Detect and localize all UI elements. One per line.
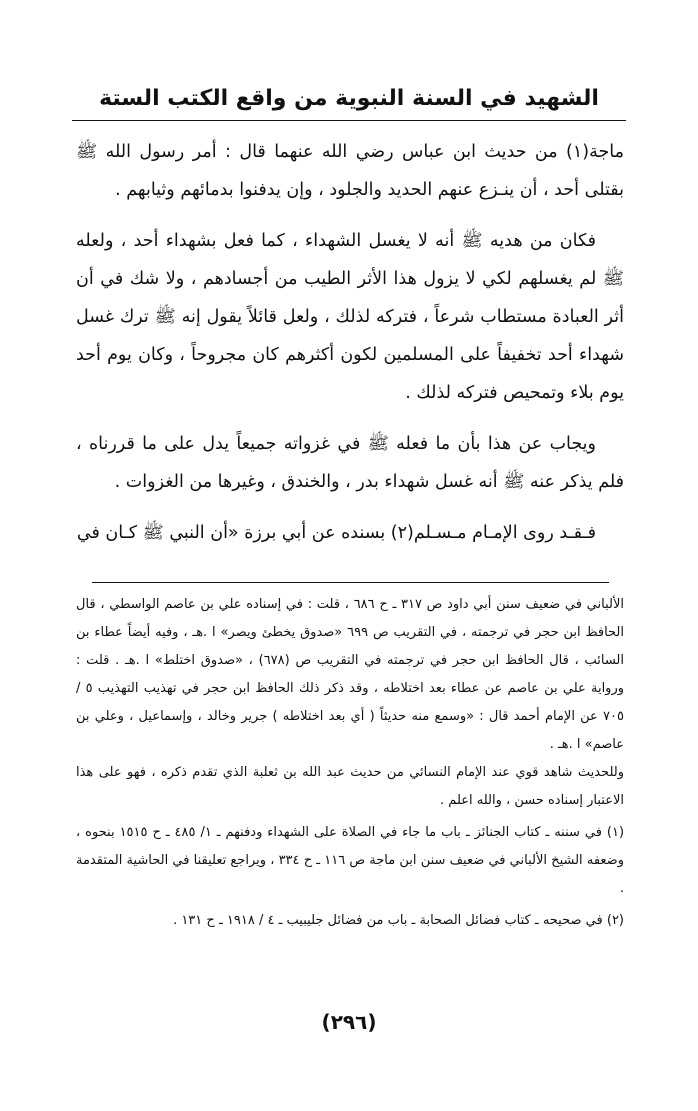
footnote-1: (١) في سننه ـ كتاب الجنائز ـ باب ما جاء في الصلاة على الشهداء ودفنهم ـ ١/ ٤٨٥ ـ ح ١٥١٥ بنحوه ، وضعفه الشيخ الألباني في ضعيف سنن ابن ماجة ص ١١٦ ـ ح ٣٣٤ ، ويراجع تعليقنا في الحاشية المتقدمة . [76, 825, 625, 896]
main-text [76, 133, 624, 565]
body-paragraph: ماجة(١) من حديث ابن عباس رضي الله عنهما قال : أمر رسول الله ﷺ بقتلى أحد ، أن ينـزع عنهم الحديد والجلود ، وإن يدفنوا بدمائهم وثيابهم . [76, 142, 624, 200]
footnote-continuation: وللحديث شاهد قوي عند الإمام النسائي من حديث عبد الله بن ثعلبة الذي تقدم ذكره ، فهو على هذا الاعتبار إسناده حسن ، والله اعلم . [76, 765, 624, 808]
footnote-continuation: الألباني في ضعيف سنن أبي داود ص ٣١٧ ـ ح ٦٨٦ ، قلت : في إسناده علي بن عاصم الواسطي ، قال الحافظ ابن حجر في ترجمته ، في التقريب ص ٦٩٩ «صدوق يخطئ ويصر» ا .هـ ، وفيه أيضاً عطاء بن السائب ، قال الحافظ ابن حجر في ترجمته في التقريب ص (٦٧٨) ، «صدوق اختلط» ا .هـ . قلت : ورواية علي بن عاصم عن عطاء بعد اختلاطه ، وقد ذكر ذلك الحافظ ابن حجر في تهذيب التهذيب ٥ / ٧٠٥ عن الإمام أحمد قال : «وسمع منه حديثاً ( أي بعد اختلاطه ) جرير وخالد ، وإسماعيل ، وعلي بن عاصم» ا .هـ . [76, 597, 625, 752]
running-header: الشهيد في السنة النبوية من واقع الكتب الستة [99, 86, 599, 111]
header-rule [72, 120, 626, 121]
footnotes [76, 591, 624, 935]
page-number: (٢٩٦) [321, 1010, 377, 1034]
footnote-2: (٢) في صحيحه ـ كتاب فضائل الصحابة ـ باب من فضائل جليبيب ـ ٤ / ١٩١٨ ـ ح ١٣١ . [173, 913, 624, 928]
body-paragraph: فـقـد روى الإمـام مـسـلم(٢) بسنده عن أبي برزة «أن النبي ﷺ كـان في [76, 523, 596, 543]
body-paragraph: ويجاب عن هذا بأن ما فعله ﷺ في غزواته جميعاً يدل على ما قررناه ، فلم يذكر عنه ﷺ أنه غسل شهداء بدر ، والخندق ، وغيرها من الغزوات . [76, 434, 624, 492]
body-paragraph: فكان من هديه ﷺ أنه لا يغسل الشهداء ، كما فعل بشهداء أحد ، ولعله ﷺ لم يغسلهم لكي لا يزول هذا الأثر الطيب من أجسادهم ، ولا شك في أن أثر العبادة مستطاب شرعاً ، فتركه لذلك ، ولعل قائلاً يقول إنه ﷺ ترك غسل شهداء أحد تخفيفاً على المسلمين لكون أكثرهم كان مجروحاً ، وكان يوم أحد يوم بلاء وتمحيص فتركه لذلك . [76, 231, 624, 403]
footnote-separator [92, 582, 609, 583]
